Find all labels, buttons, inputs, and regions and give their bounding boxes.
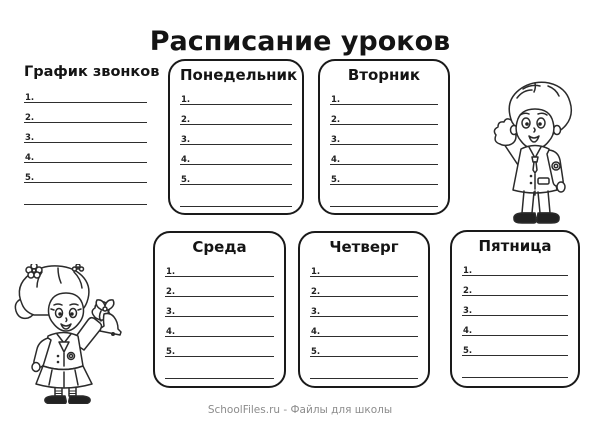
line-number: 4. <box>166 326 176 337</box>
lesson-line <box>180 145 292 165</box>
day-card-wednesday <box>153 231 286 388</box>
line-number: 1. <box>166 266 176 277</box>
bell-line <box>24 163 147 183</box>
day-card-monday <box>168 59 304 215</box>
lesson-lines <box>180 85 292 207</box>
lesson-lines <box>165 257 274 379</box>
lesson-line <box>165 317 274 337</box>
line-number: 2. <box>463 285 473 296</box>
lesson-line-extra <box>330 185 438 207</box>
line-number: 2. <box>166 286 176 297</box>
line-number: 5. <box>166 346 176 357</box>
lesson-line-extra <box>310 357 418 379</box>
line-number: 2. <box>25 112 35 123</box>
line-number: 1. <box>331 94 341 105</box>
day-title: Пятница <box>478 237 552 255</box>
lesson-line <box>330 105 438 125</box>
lesson-line <box>330 165 438 185</box>
lesson-line-extra <box>165 357 274 379</box>
lesson-line <box>180 165 292 185</box>
lesson-line <box>180 85 292 105</box>
footer-credit: SchoolFiles.ru - Файлы для школы <box>207 404 393 416</box>
line-number: 4. <box>25 152 35 163</box>
line-number: 4. <box>331 154 341 165</box>
lesson-line <box>462 276 568 296</box>
line-number: 5. <box>25 172 35 183</box>
lesson-line <box>330 145 438 165</box>
schoolgirl-bell-icon <box>8 264 123 404</box>
lesson-lines <box>310 257 418 379</box>
lesson-lines <box>330 85 438 207</box>
line-number: 5. <box>331 174 341 185</box>
line-number: 2. <box>181 114 191 125</box>
girl-illustration <box>8 264 123 404</box>
bell-line <box>24 103 147 123</box>
lesson-line <box>165 297 274 317</box>
bell-schedule-lines <box>24 83 147 205</box>
line-number: 5. <box>181 174 191 185</box>
line-number: 3. <box>181 134 191 145</box>
lesson-line <box>330 85 438 105</box>
day-card-friday <box>450 230 580 388</box>
day-card-tuesday <box>318 59 450 215</box>
line-number: 4. <box>181 154 191 165</box>
page-title: Расписание уроков <box>149 26 451 58</box>
lesson-line <box>310 337 418 357</box>
day-title: Среда <box>192 238 247 256</box>
bell-schedule-section <box>24 62 160 205</box>
bell-line <box>24 143 147 163</box>
line-number: 3. <box>166 306 176 317</box>
day-title: Вторник <box>347 66 421 84</box>
lesson-line-extra <box>462 356 568 378</box>
lesson-line <box>310 317 418 337</box>
bell-line-extra <box>24 183 147 205</box>
line-number: 3. <box>311 306 321 317</box>
lesson-line <box>165 257 274 277</box>
line-number: 1. <box>463 265 473 276</box>
lesson-line <box>462 256 568 276</box>
bell-line <box>24 123 147 143</box>
lesson-line-extra <box>180 185 292 207</box>
lesson-line <box>165 337 274 357</box>
line-number: 4. <box>311 326 321 337</box>
lesson-line <box>180 125 292 145</box>
line-number: 5. <box>311 346 321 357</box>
lesson-line <box>462 296 568 316</box>
lesson-line <box>310 297 418 317</box>
lesson-line <box>462 336 568 356</box>
lesson-line <box>165 277 274 297</box>
waving-schoolboy-icon <box>488 78 580 226</box>
lesson-lines <box>462 256 568 378</box>
line-number: 2. <box>311 286 321 297</box>
line-number: 3. <box>463 305 473 316</box>
line-number: 4. <box>463 325 473 336</box>
day-card-thursday <box>298 231 430 388</box>
line-number: 1. <box>25 92 35 103</box>
lesson-line <box>310 277 418 297</box>
line-number: 1. <box>311 266 321 277</box>
bell-line <box>24 83 147 103</box>
line-number: 3. <box>25 132 35 143</box>
lesson-line <box>180 105 292 125</box>
lesson-line <box>462 316 568 336</box>
boy-illustration <box>488 78 580 226</box>
lesson-line <box>310 257 418 277</box>
day-title: Понедельник <box>180 66 298 84</box>
line-number: 3. <box>331 134 341 145</box>
day-title: Четверг <box>329 238 399 256</box>
lesson-line <box>330 125 438 145</box>
line-number: 2. <box>331 114 341 125</box>
line-number: 5. <box>463 345 473 356</box>
bell-schedule-heading: График звонков <box>24 64 160 80</box>
line-number: 1. <box>181 94 191 105</box>
